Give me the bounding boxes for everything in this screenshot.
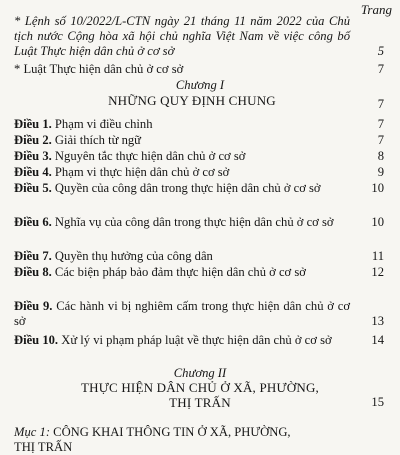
chapter-title-row <box>0 93 384 111</box>
toc-page-number: 11 <box>371 249 384 263</box>
toc-section-continued <box>14 440 384 455</box>
toc-entry-text: * Luật Thực hiện dân chủ ở cơ sở <box>14 62 184 76</box>
toc-article <box>14 133 384 148</box>
chapter-label: Chương I <box>175 78 225 92</box>
toc-page-number: 13 <box>371 314 384 328</box>
page-column-header: Trang <box>360 2 392 17</box>
toc-page-number: 7 <box>377 133 384 147</box>
article-title: Nguyên tắc thực hiện dân chủ ở cơ sở <box>51 149 246 163</box>
article-title: Quyền thụ hưởng của công dân <box>51 249 213 263</box>
toc-section <box>14 425 384 440</box>
article-number: Điều 6. <box>14 215 52 229</box>
toc-page-number: 12 <box>371 265 384 279</box>
article-title: Phạm vi thực hiện dân chủ ở cơ sở <box>51 165 230 179</box>
article-number: Điều 7. <box>14 249 52 263</box>
article-title: Các biện pháp bảo đảm thực hiện dân chủ ở cơ sở <box>51 265 306 279</box>
article-number: Điều 4. <box>14 165 52 179</box>
toc-article <box>14 265 384 280</box>
toc-entry-text: * Lệnh số 10/2022/L-CTN ngày 21 tháng 11 năm 2022 của Chủ tịch nước Cộng hòa xã hội chủ nghĩa Việt Nam về việc công bố Luật Thực hiện dân chủ ở cơ sở <box>14 14 350 58</box>
toc-article <box>14 249 384 264</box>
chapter-title-line: THỊ TRẤN <box>169 395 231 410</box>
toc-entry-law <box>14 62 384 77</box>
toc-article <box>14 149 384 164</box>
chapter-title: NHỮNG QUY ĐỊNH CHUNG <box>108 93 276 108</box>
article-title: Nghĩa vụ của công dân trong thực hiện dân chủ ở cơ sở <box>51 215 334 229</box>
toc-article <box>14 299 384 329</box>
article-number: Điều 3. <box>14 149 52 163</box>
section-title: CÔNG KHAI THÔNG TIN Ở XÃ, PHƯỜNG, <box>50 425 291 439</box>
toc-page-number: 9 <box>377 165 384 179</box>
toc-page-number: 5 <box>377 44 384 58</box>
toc-article <box>14 117 384 132</box>
article-number: Điều 10. <box>14 333 59 347</box>
section-label: Mục 1: <box>14 425 51 439</box>
article-number: Điều 2. <box>14 133 52 147</box>
toc-page-number: 15 <box>371 395 384 409</box>
toc-page-number: 14 <box>371 333 384 347</box>
toc-article <box>14 333 384 348</box>
toc-article <box>14 215 384 230</box>
article-title: Giải thích từ ngữ <box>51 133 141 147</box>
chapter-title-line: THỰC HIỆN DÂN CHỦ Ở XÃ, PHƯỜNG, <box>81 380 319 395</box>
toc-page-number: 7 <box>377 97 384 111</box>
toc-page-number: 7 <box>377 62 384 76</box>
toc-entry-decree <box>14 14 384 59</box>
article-number: Điều 5. <box>14 181 52 195</box>
article-title: Quyền của công dân trong thực hiện dân chủ ở cơ sở <box>51 181 321 195</box>
article-number: Điều 9. <box>14 299 53 313</box>
article-title: Xử lý vi phạm pháp luật về thực hiện dân chủ ở cơ sở <box>58 333 332 347</box>
toc-article <box>14 165 384 180</box>
article-title: Các hành vi bị nghiêm cấm trong thực hiện dân chủ ở cơ sở <box>14 299 350 328</box>
toc-page-number: 7 <box>377 117 384 131</box>
article-number: Điều 1. <box>14 117 52 131</box>
article-title: Phạm vi điều chỉnh <box>51 117 153 131</box>
section-title: THỊ TRẤN <box>14 440 73 454</box>
toc-page-number: 10 <box>371 181 384 195</box>
article-number: Điều 8. <box>14 265 52 279</box>
toc-page-number: 10 <box>371 215 384 229</box>
toc-page-number: 8 <box>377 149 384 163</box>
toc-article <box>14 181 384 196</box>
chapter-label: Chương II <box>173 366 227 380</box>
